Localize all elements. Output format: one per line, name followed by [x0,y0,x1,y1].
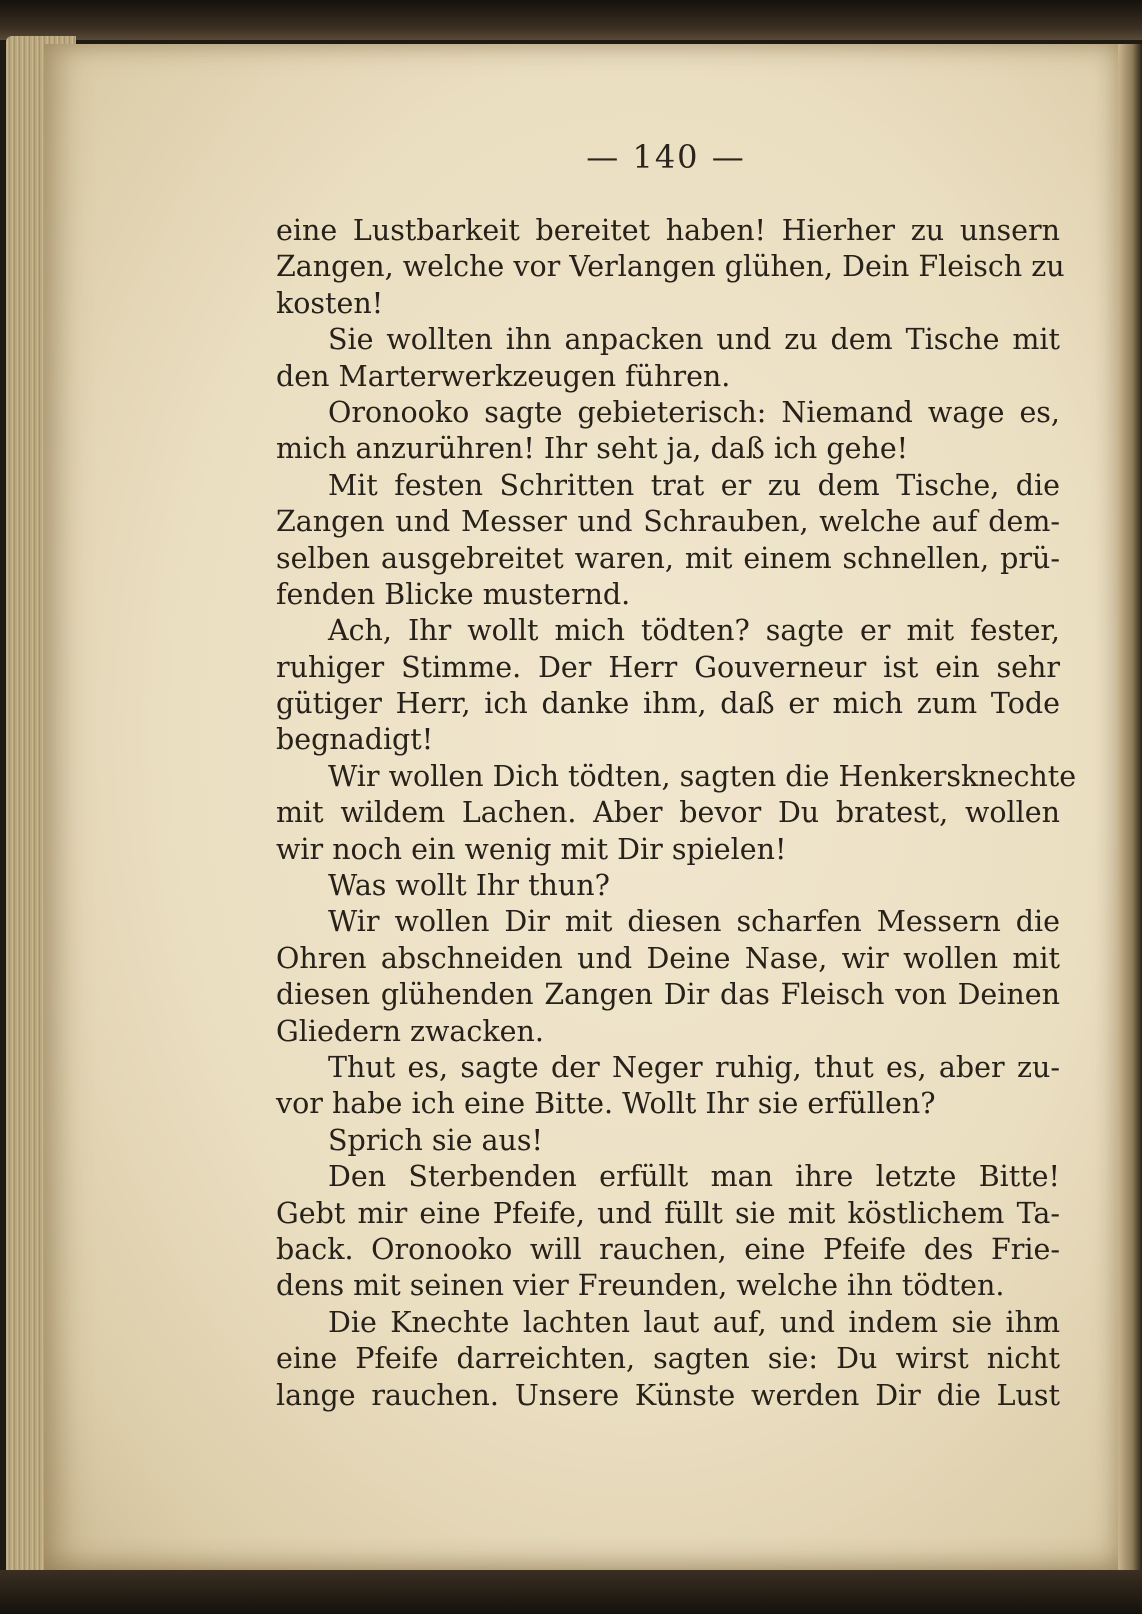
text-line: wir noch ein wenig mit Dir spielen! [276,832,787,866]
text-line: Mit festen Schritten trat er zu dem Tische, die [328,468,1060,502]
book-cover-top [0,0,1142,40]
text-line: mit wildem Lachen. Aber bevor Du bratest, wollen [276,796,1060,830]
body-text [276,213,1077,1414]
text-line: Oronooko sagte gebieterisch: Niemand wage es, [328,395,1060,429]
text-line: fenden Blicke musternd. [276,577,631,611]
text-line: eine Lustbarkeit bereitet haben! Hierher zu unsern [276,214,1060,247]
book-cover-bottom [0,1570,1142,1614]
text-line: vor habe ich eine Bitte. Wollt Ihr sie erfüllen? [276,1087,936,1121]
page-edge-right [1118,44,1142,1574]
text-line: den Marterwerkzeugen führen. [276,359,731,393]
text-line: Den Sterbenden erfüllt man ihre letzte Bitte! [328,1160,1060,1194]
text-line: Sie wollten ihn anpacken und zu dem Tische mit [328,323,1060,357]
text-line: diesen glühenden Zangen Dir das Fleisch von Deinen [276,978,1060,1012]
text-line: Zangen, welche vor Verlangen glühen, Dein Fleisch zu [276,250,1065,284]
text-line: Zangen und Messer und Schrauben, welche auf dem- [276,505,1060,539]
text-line: gütiger Herr, ich danke ihm, daß er mich zum Tode [276,687,1060,721]
text-line: Gliedern zwacken. [276,1014,544,1048]
text-line: eine Pfeife darreichten, sagten sie: Du wirst nicht [276,1342,1060,1376]
page-number: — 140 — [586,138,746,176]
text-line: Sprich sie aus! [328,1123,543,1157]
text-line: Ach, Ihr wollt mich tödten? sagte er mit fester, [328,614,1060,648]
text-line: Ohren abschneiden und Deine Nase, wir wollen mit [276,941,1060,975]
text-line: Wir wollen Dir mit diesen scharfen Messern die [328,905,1060,939]
text-line: lange rauchen. Unsere Künste werden Dir die Lust [276,1378,1060,1412]
text-line: Thut es, sagte der Neger ruhig, thut es, aber zu- [328,1050,1060,1084]
text-line: dens mit seinen vier Freunden, welche ihn tödten. [276,1269,1005,1303]
text-line: back. Oronooko will rauchen, eine Pfeife des Frie- [276,1232,1060,1266]
text-line: mich anzurühren! Ihr seht ja, daß ich gehe! [276,432,909,466]
text-line: Gebt mir eine Pfeife, und füllt sie mit köstlichem Ta- [276,1196,1060,1230]
text-line: ruhiger Stimme. Der Herr Gouverneur ist ein sehr [276,650,1060,684]
text-line: Wir wollen Dich tödten, sagten die Henkersknechte [328,759,1077,793]
text-line: Was wollt Ihr thun? [328,869,610,903]
text-line: Die Knechte lachten laut auf, und indem sie ihm [328,1305,1060,1339]
text-line: begnadigt! [276,723,434,757]
text-line: kosten! [276,286,384,320]
text-line: selben ausgebreitet waren, mit einem schnellen, prü- [276,541,1060,575]
